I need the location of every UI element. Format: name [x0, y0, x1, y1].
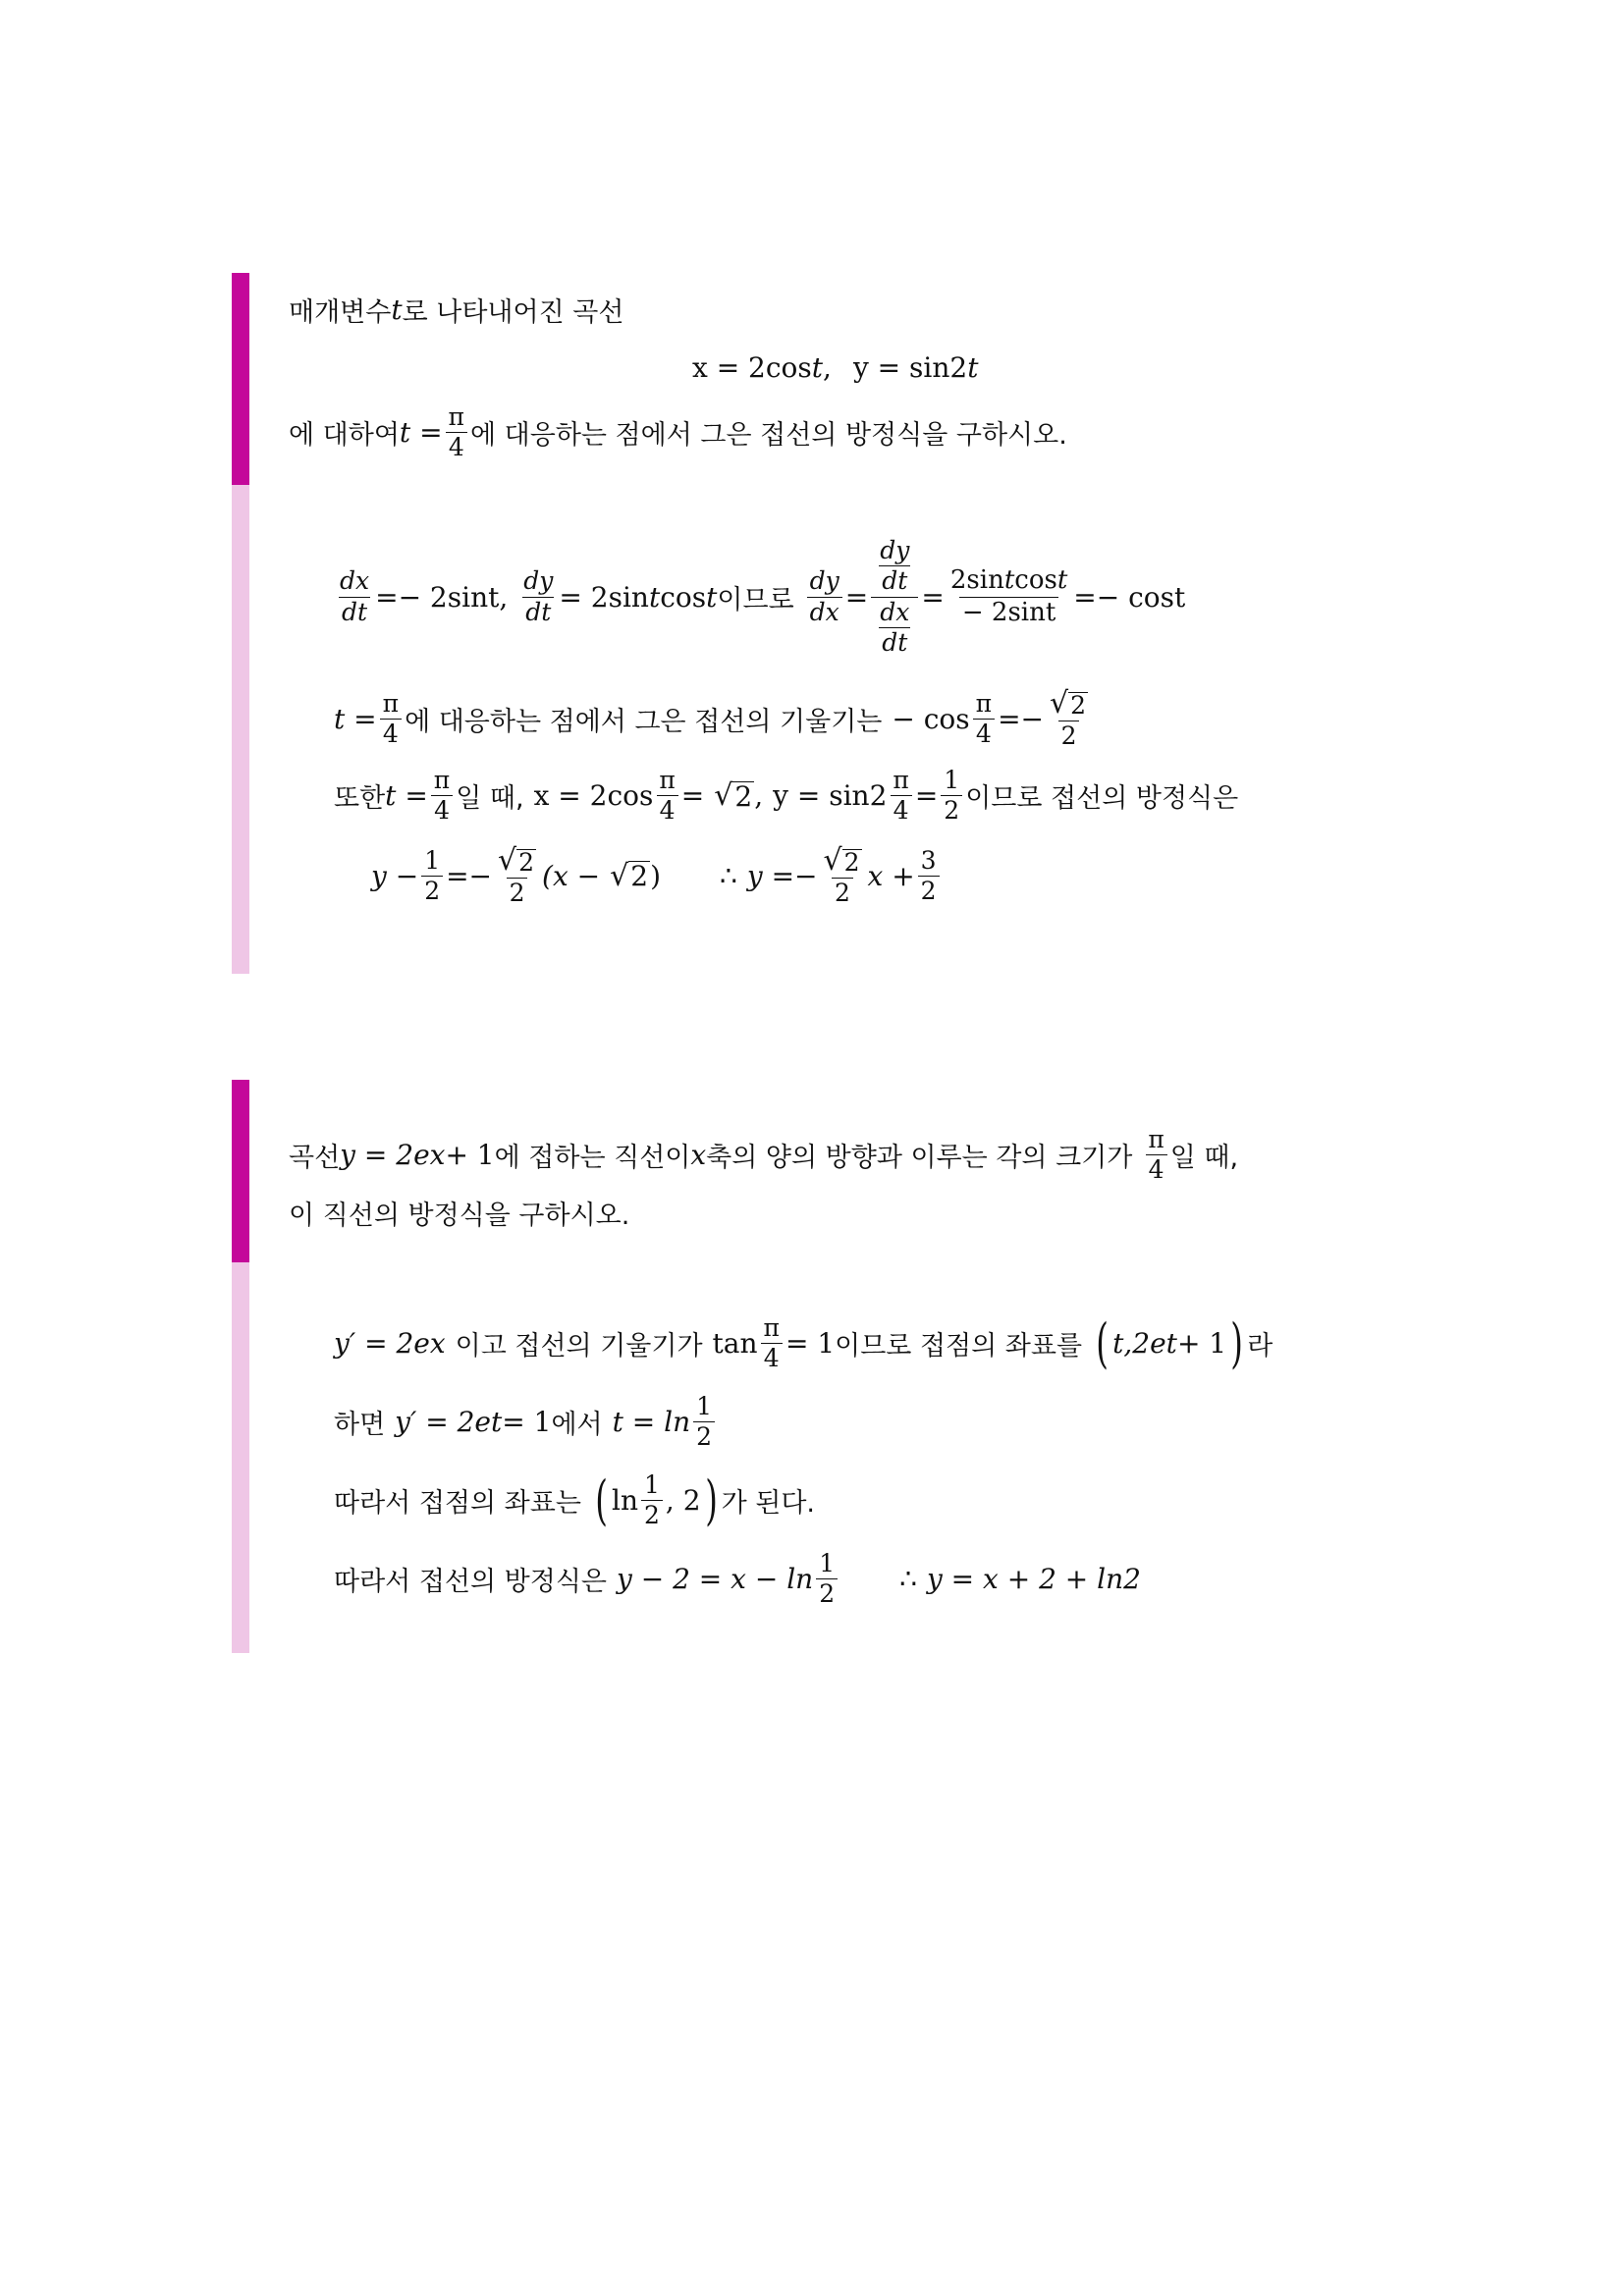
problem2-line2: 이 직선의 방정식을 구하시오. — [289, 1201, 630, 1231]
dy-dt-fraction: $\frac{dy}{dt}$ — [523, 566, 554, 626]
solution1-derivatives: $\frac{dx}{dt}$ =− 2sint, $\frac{dy}{dt}$ = 2sin t cos t 이므로 $\frac{dy}{dx}$ = $\frac{\frac{dy}{dt}}{\frac{dx}{dt}}$ = $\frac{\text{2sintcost}}{- 2\sin t}$ =− cost — [334, 538, 1185, 656]
dxdt-value: =− 2sint, — [375, 580, 509, 614]
solution2-line2: 하면 y′ = 2e t = 1 에서 t = ln $\frac{1}{2}$ — [334, 1394, 718, 1451]
solution2-line1: y′ = 2e x 이고 접선의 기울기가 tan $\frac{\pi}{4}$ = 1 이므로 접점의 좌표를 ( t, 2e t + 1 ) 라 — [334, 1311, 1273, 1374]
slope-text: 에 대응하는 점에서 그은 접선의 기울기는 — [405, 707, 883, 738]
compound-fraction: $\frac{\frac{dy}{dt}}{\frac{dx}{dt}}$ — [871, 538, 918, 656]
dx-dt-fraction: $\frac{dx}{dt}$ — [340, 566, 370, 626]
dy-dx-fraction: $\frac{dy}{dx}$ — [807, 568, 842, 625]
slope-result: =− cost — [1073, 580, 1186, 614]
sqrt2: √ 2 — [714, 777, 753, 813]
problem1-intro-var: t — [391, 294, 403, 326]
solution2-line3: 따라서 접점의 좌표는 ( ln $\frac{1}{2}$ , 2 ) 가 된다. — [334, 1468, 816, 1531]
dydt-value-b: cos — [660, 580, 707, 614]
problem2-line1: 곡선 y = 2e x + 1 에 접하는 직선이 x 축의 양의 방향과 이루는 각의 크기가 $\frac{\pi}{4}$ 일 때, — [289, 1125, 1239, 1185]
eq-x: x = 2cos — [692, 351, 812, 384]
solution1-slope: t = $\frac{\pi}{4}$ 에 대응하는 점에서 그은 접선의 기울기는 − cos $\frac{\pi}{4}$ =− √ 2 2 — [334, 689, 1094, 749]
solution2-accent-bar — [232, 1262, 249, 1653]
eq-t1: t — [811, 351, 824, 384]
question-post: 에 대응하는 점에서 그은 접선의 방정식을 구하시오. — [469, 420, 1067, 452]
eq-t2: t — [967, 351, 979, 384]
eq-y: y = sin — [852, 351, 950, 384]
problem1-equation — [692, 351, 978, 384]
question-pre: 에 대하여 — [289, 420, 400, 452]
problem1-intro-pre: 매개변수 — [289, 297, 392, 328]
problem2-accent-bar — [232, 1080, 249, 1262]
ratio-fraction: $\frac{\text{2sintcost}}{- 2\sin t}$ — [949, 565, 1068, 627]
solution1-accent-bar — [232, 485, 249, 974]
dydt-post: 이므로 — [717, 584, 794, 615]
therefore-symbol: ∴ — [720, 860, 737, 893]
problem1-question — [289, 404, 1067, 461]
problem1-intro-post: 로 나타내어진 곡선 — [402, 297, 624, 328]
eq-sep: , — [823, 351, 832, 384]
eq-y-exp: 2 — [949, 351, 968, 384]
solution2-line4: 따라서 접선의 방정식은 y − 2 = x − ln $\frac{1}{2}$ ∴ y = x + 2 + ln2 — [334, 1549, 1141, 1609]
problem1-accent-bar — [232, 273, 249, 485]
problem1-intro — [289, 291, 623, 329]
sqrt2-over-2: √ 2 2 — [1050, 686, 1087, 750]
solution1-final: y − $\frac{1}{2}$ =− √ 2 2 (x − √ 2 ) ∴ y =− √ 2 2 x + $\frac{3}{2}$ — [371, 846, 943, 906]
question-teq: t = — [399, 416, 443, 450]
pi-over-4-fraction: $\frac{\pi}{4}$ — [446, 404, 467, 461]
dydt-value-a: = 2sin — [559, 580, 649, 614]
solution1-point: 또한 t = $\frac{\pi}{4}$ 일 때, x = 2cos $\frac{\pi}{4}$ = √ 2 , y = sin 2 $\frac{\pi}{4}$ = $\frac{1}{2}$ 이므로 접선의 방정식은 — [334, 766, 1239, 826]
